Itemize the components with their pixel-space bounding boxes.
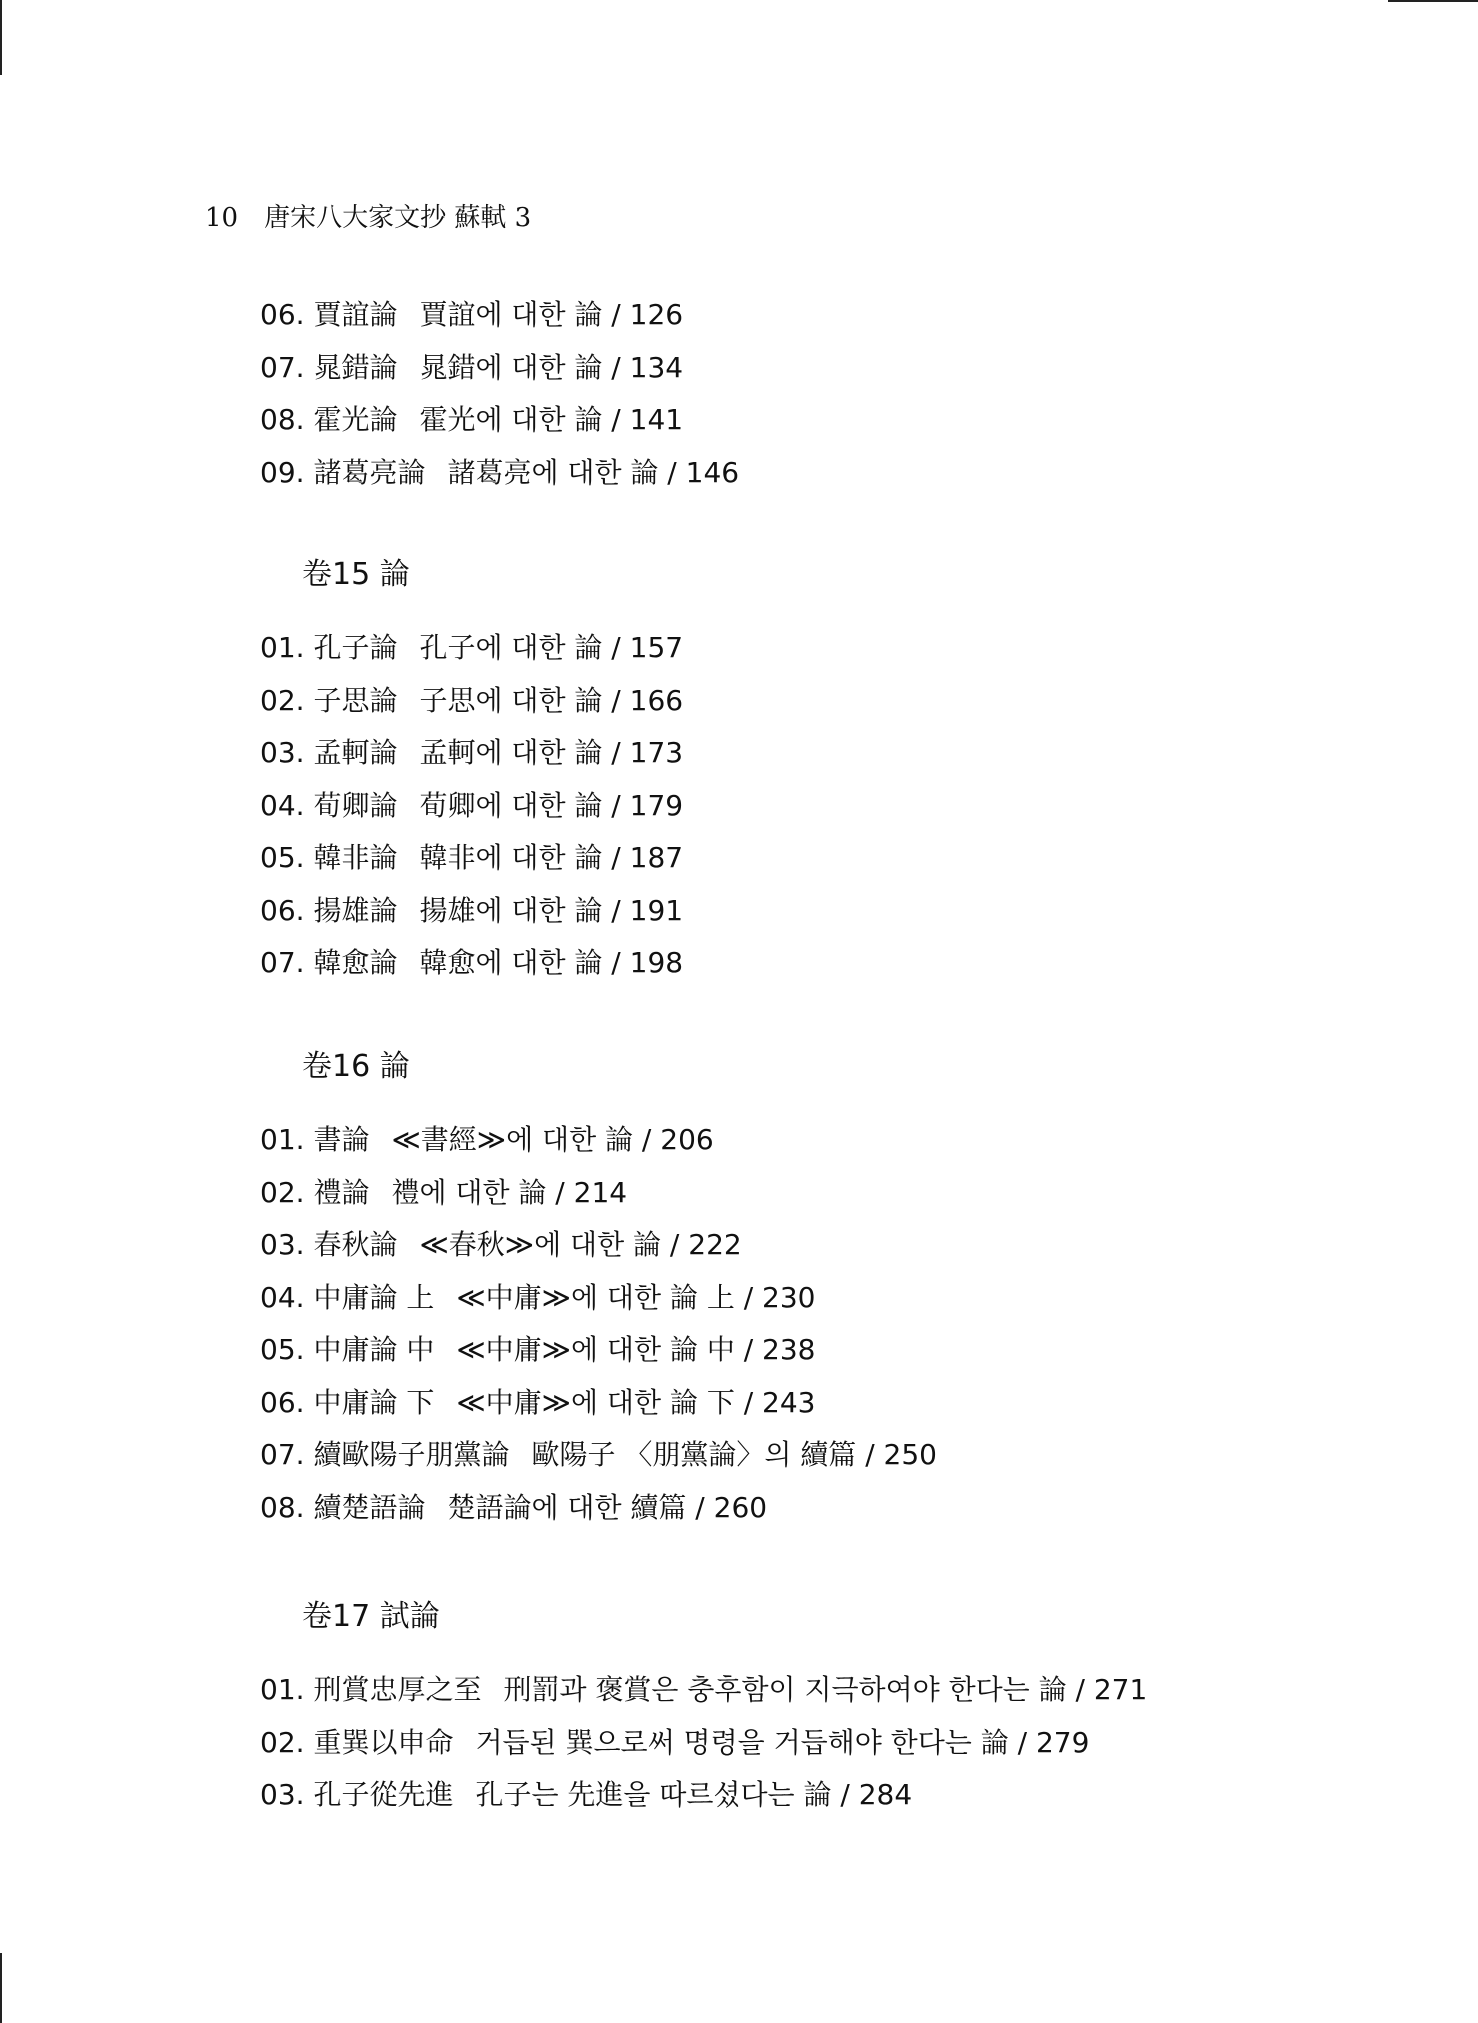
section-heading: 卷16 論 (302, 1049, 410, 1084)
entry-number: 02. (260, 1725, 305, 1759)
toc-entry (260, 1173, 627, 1213)
toc-entry (260, 1330, 816, 1370)
toc-entry (260, 1278, 816, 1318)
toc-entry (260, 1775, 912, 1815)
toc-entry (260, 1670, 1147, 1710)
toc-entry (260, 891, 683, 931)
entry-title: 重巽以申命 (313, 1725, 454, 1759)
entry-description: 晁錯에 대한 論 / 134 (419, 350, 684, 384)
section-heading: 卷17 試論 (302, 1599, 440, 1634)
entry-number: 03. (260, 736, 305, 769)
entry-description: 孔子는 先進을 따르셨다는 論 / 284 (475, 1778, 913, 1811)
entry-title: 子思論 (313, 683, 398, 717)
section-heading: 卷15 論 (302, 557, 410, 592)
entry-description: ≪書經≫에 대한 論 / 206 (391, 1123, 714, 1156)
entry-title: 諸葛亮論 (313, 455, 426, 489)
entry-description: 歐陽子 〈朋黨論〉의 續篇 / 250 (531, 1438, 937, 1471)
entry-title: 賈誼論 (313, 298, 398, 331)
entry-number: 08. (260, 1490, 305, 1524)
toc-entry (260, 1488, 767, 1528)
entry-number: 07. (260, 1438, 305, 1471)
entry-description: 韓非에 대한 論 / 187 (419, 841, 684, 874)
toc-entry (260, 453, 739, 493)
entry-title: 韓非論 (313, 841, 398, 874)
entry-title: 中庸論 下 (313, 1385, 435, 1419)
entry-description: ≪中庸≫에 대한 論 上 / 230 (456, 1280, 816, 1314)
entry-number: 05. (260, 841, 305, 874)
entry-title: 揚雄論 (313, 893, 398, 927)
entry-number: 03. (260, 1228, 305, 1261)
entry-title: 中庸論 中 (313, 1333, 435, 1366)
entry-description: 禮에 대한 論 / 214 (391, 1175, 628, 1209)
entry-description: 韓愈에 대한 論 / 198 (419, 946, 684, 979)
entry-title: 荀卿論 (313, 788, 398, 822)
entry-title: 霍光論 (313, 403, 398, 436)
entry-number: 04. (260, 788, 305, 822)
entry-description: 揚雄에 대한 論 / 191 (419, 893, 684, 927)
toc-entry (260, 681, 683, 721)
entry-number: 02. (260, 683, 305, 717)
entry-description: 刑罰과 褒賞은 충후함이 지극하여야 한다는 論 / 271 (503, 1673, 1148, 1706)
entry-title: 韓愈論 (313, 946, 398, 979)
entry-number: 07. (260, 350, 305, 384)
toc-entry (260, 400, 683, 440)
entry-title: 晁錯論 (313, 350, 398, 384)
entry-title: 孟軻論 (313, 736, 398, 769)
crop-mark-top-left (0, 0, 2, 75)
entry-number: 09. (260, 455, 305, 489)
entry-number: 01. (260, 1123, 305, 1156)
entry-description: 霍光에 대한 論 / 141 (419, 403, 684, 436)
toc-entry (260, 1225, 742, 1265)
entry-number: 07. (260, 946, 305, 979)
crop-mark-top-right (1388, 0, 1478, 2)
entry-description: 荀卿에 대한 論 / 179 (419, 788, 684, 822)
toc-entry (260, 1723, 1089, 1763)
entry-title: 續楚語論 (313, 1490, 426, 1524)
toc-entry (260, 1435, 937, 1475)
toc-entry (260, 1383, 816, 1423)
entry-title: 書論 (313, 1123, 370, 1156)
entry-description: 거듭된 巽으로써 명령을 거듭해야 한다는 論 / 279 (475, 1725, 1090, 1759)
entry-number: 01. (260, 1673, 305, 1706)
entry-description: ≪春秋≫에 대한 論 / 222 (419, 1228, 742, 1261)
toc-entry (260, 1120, 714, 1160)
entry-title: 中庸論 上 (313, 1280, 435, 1314)
entry-title: 續歐陽子朋黨論 (313, 1438, 510, 1471)
entry-description: ≪中庸≫에 대한 論 中 / 238 (456, 1333, 816, 1366)
toc-entry (260, 295, 683, 335)
page-number: 10 (205, 203, 239, 233)
entry-number: 06. (260, 298, 305, 331)
toc-entry (260, 733, 683, 773)
toc-entry (260, 348, 683, 388)
crop-mark-bottom-left (0, 1953, 2, 2023)
toc-entry (260, 628, 683, 668)
toc-entry (260, 786, 683, 826)
toc-entry (260, 838, 683, 878)
entry-description: 子思에 대한 論 / 166 (419, 683, 684, 717)
entry-title: 孔子論 (313, 631, 398, 664)
entry-title: 春秋論 (313, 1228, 398, 1261)
entry-description: 賈誼에 대한 論 / 126 (419, 298, 684, 331)
entry-number: 01. (260, 631, 305, 664)
entry-number: 03. (260, 1778, 305, 1811)
entry-title: 孔子從先進 (313, 1778, 454, 1811)
entry-number: 06. (260, 1385, 305, 1419)
entry-number: 06. (260, 893, 305, 927)
entry-number: 05. (260, 1333, 305, 1366)
entry-number: 08. (260, 403, 305, 436)
entry-title: 刑賞忠厚之至 (313, 1673, 482, 1706)
entry-description: 孟軻에 대한 論 / 173 (419, 736, 684, 769)
entry-description: 諸葛亮에 대한 論 / 146 (447, 455, 740, 489)
toc-entry (260, 943, 683, 983)
entry-title: 禮論 (313, 1175, 370, 1209)
entry-description: ≪中庸≫에 대한 論 下 / 243 (456, 1385, 816, 1419)
book-title: 唐宋八大家文抄 蘇軾 3 (264, 203, 532, 233)
entry-number: 02. (260, 1175, 305, 1209)
entry-description: 孔子에 대한 論 / 157 (419, 631, 684, 664)
entry-description: 楚語論에 대한 續篇 / 260 (447, 1490, 768, 1524)
entry-number: 04. (260, 1280, 305, 1314)
running-header (205, 197, 531, 234)
